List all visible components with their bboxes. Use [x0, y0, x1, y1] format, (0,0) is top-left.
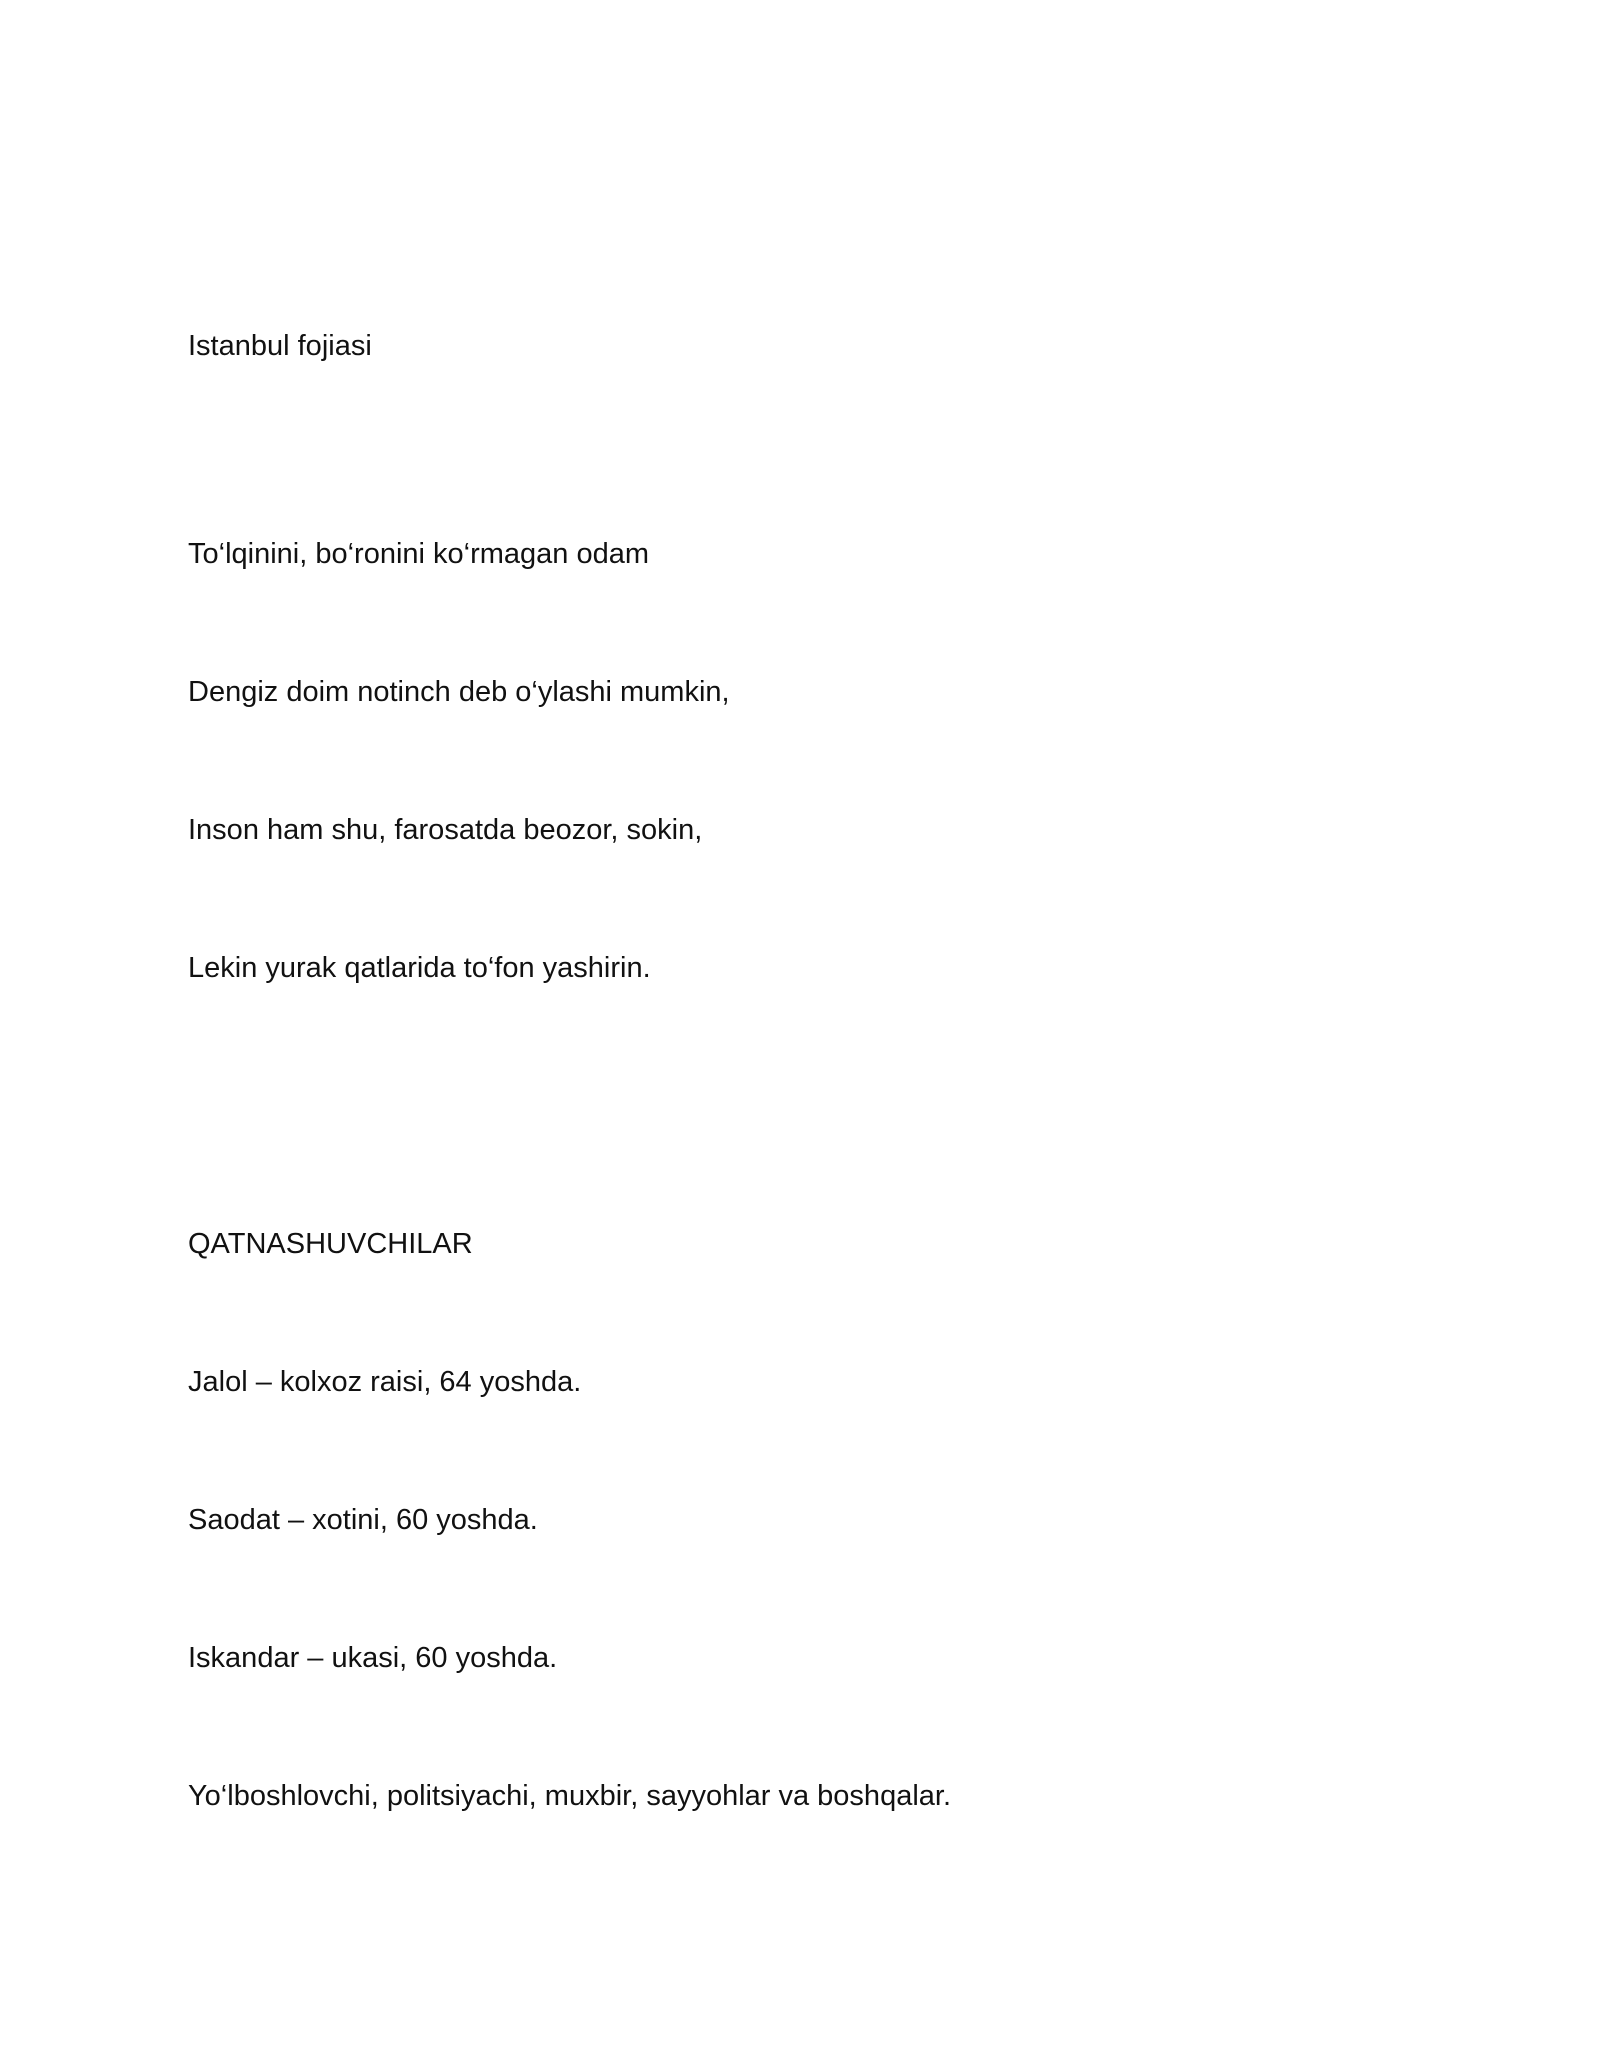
cast-item-saodat: Saodat – xotini, 60 yoshda.	[188, 1504, 538, 1536]
cast-item-others: Yo‘lboshlovchi, politsiyachi, muxbir, sayyohlar va boshqalar.	[188, 1780, 952, 1812]
cast-item-jalol: Jalol – kolxoz raisi, 64 yoshda.	[188, 1366, 582, 1398]
epigraph-line-2: Dengiz doim notinch deb o‘ylashi mumkin,	[188, 676, 730, 708]
cast-item-iskandar: Iskandar – ukasi, 60 yoshda.	[188, 1642, 558, 1674]
epigraph-line-4: Lekin yurak qatlarida to‘fon yashirin.	[188, 952, 651, 984]
cast-heading: QATNASHUVCHILAR	[188, 1228, 473, 1260]
epigraph-line-3: Inson ham shu, farosatda beozor, sokin,	[188, 814, 703, 846]
document-title: Istanbul fojiasi	[188, 330, 372, 362]
epigraph-line-1: To‘lqinini, bo‘ronini ko‘rmagan odam	[188, 538, 650, 570]
